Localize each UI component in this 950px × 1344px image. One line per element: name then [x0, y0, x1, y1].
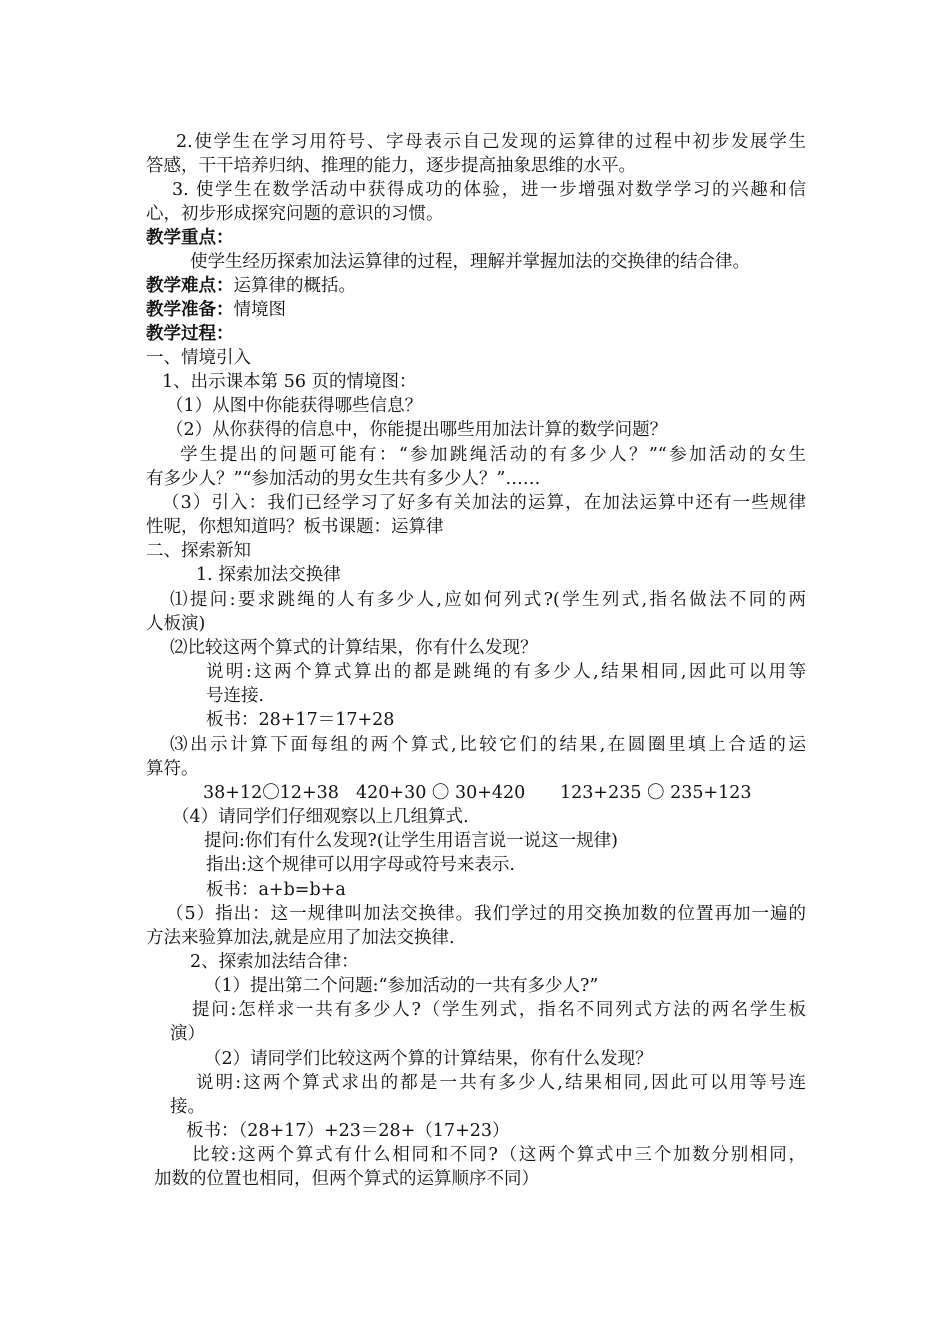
- association-question-line-1: 提问:怎样求一共有多少人?（学生列式，指名不同列式方法的两名学生板: [192, 1000, 806, 1020]
- exchange-step-1-line-2: 人板演): [146, 614, 206, 634]
- difficulty-heading: 教学难点：: [146, 276, 234, 296]
- goal-2-line-2: 答感，干干培养归纳、推理的能力，逐步提高抽象思维的水平。: [146, 156, 636, 176]
- key-points-text: 使学生经历探索加法运算律的过程，理解并掌握加法的交换律的结合律。: [190, 252, 750, 272]
- exchange-step-5-line-1: （5）指出：这一规律叫加法交换律。我们学过的用交换加数的位置再加一遍的: [166, 904, 806, 924]
- question-2: （2）从你获得的信息中，你能提出哪些用加法计算的数学问题？: [166, 420, 668, 440]
- association-law-heading: 2、探索加法结合律：: [190, 952, 359, 972]
- exchange-step-1-line-1: ⑴提问:要求跳绳的人有多少人,应如何列式?(学生列式,指名做法不同的两: [170, 590, 806, 610]
- preparation-row: [146, 298, 286, 322]
- key-points-heading: 教学重点：: [146, 228, 234, 248]
- association-explanation-line-1: 说明:这两个算式求出的都是一共有多少人,结果相同,因此可以用等号连: [196, 1073, 806, 1093]
- section-2-heading: 二、探索新知: [146, 541, 251, 561]
- process-heading: 教学过程：: [146, 324, 234, 344]
- question-1: （1）从图中你能获得哪些信息？: [166, 396, 423, 416]
- goal-3-line-1: 3. 使学生在数学活动中获得成功的体验，进一步增强对数学学习的兴趣和信: [172, 180, 806, 200]
- student-questions-line-1: 学生提出的问题可能有：“参加跳绳活动的有多少人？”“参加活动的女生: [180, 445, 806, 465]
- exchange-formula: 板书：a+b=b+a: [206, 880, 346, 900]
- exchange-explanation-line-2: 号连接.: [206, 686, 265, 706]
- section-1-heading: 一、情境引入: [146, 348, 251, 368]
- exchange-board-writing: 板书：28+17＝17+28: [206, 710, 395, 730]
- step-1-text: 1、出示课本第 56 页的情境图：: [162, 372, 417, 392]
- association-explanation-line-2: 接。: [170, 1097, 205, 1117]
- comparison-line-2: 加数的位置也相同，但两个算式的运算顺序不同）: [154, 1169, 539, 1189]
- exchange-question: 提问:你们有什么发现?(让学生用语言说一说这一规律): [204, 831, 618, 851]
- equation-pair-2: 420+30 〇 30+420: [356, 783, 526, 803]
- introduction-line-2: 性呢，你想知道吗？板书课题：运算律: [146, 517, 444, 537]
- exchange-step-3-line-2: 算符。: [146, 759, 199, 779]
- goal-2-line-1: 2.使学生在学习用符号、字母表示自己发现的运算律的过程中初步发展学生: [176, 132, 806, 152]
- equation-pair-1: 38+12〇12+38: [203, 783, 339, 803]
- comparison-line-1: 比较:这两个算式有什么相同和不同?（这两个算式中三个加数分别相同，: [192, 1145, 806, 1165]
- association-step-1: （1）提出第二个问题:“参加活动的一共有多少人?”: [204, 976, 599, 996]
- association-question-line-2: 演）: [170, 1024, 205, 1044]
- introduction-line-1: （3）引入：我们已经学习了好多有关加法的运算，在加法运算中还有一些规律: [162, 493, 806, 513]
- student-questions-line-2: 有多少人？”“参加活动的男女生共有多少人？”……: [146, 469, 541, 489]
- association-board-writing: 板书：（28+17）+23＝28+（17+23）: [186, 1121, 510, 1141]
- exchange-step-4: （4）请同学们仔细观察以上几组算式.: [172, 807, 469, 827]
- equation-pair-3: 123+235 〇 235+123: [560, 783, 752, 803]
- preparation-text: 情境图: [233, 300, 286, 320]
- difficulty-text: 运算律的概括。: [233, 276, 356, 296]
- exchange-step-2: ⑵比较这两个算式的计算结果，你有什么发现？: [170, 638, 538, 658]
- exchange-explanation-line-1: 说明:这两个算式算出的都是跳绳的有多少人,结果相同,因此可以用等: [206, 662, 806, 682]
- preparation-heading: 教学准备：: [146, 300, 234, 320]
- exchange-step-5-line-2: 方法来验算加法,就是应用了加法交换律.: [146, 928, 455, 948]
- goal-3-line-2: 心，初步形成探究问题的意识的习惯。: [146, 204, 444, 224]
- exchange-pointing-out: 指出:这个规律可以用字母或符号来表示.: [206, 855, 515, 875]
- exchange-step-3-line-1: ⑶出示计算下面每组的两个算式,比较它们的结果,在圆圈里填上合适的运: [170, 735, 806, 755]
- difficulty-row: [146, 274, 356, 298]
- exchange-law-heading: 1. 探索加法交换律: [196, 565, 341, 585]
- association-step-2: （2）请同学们比较这两个算的计算结果，你有什么发现？: [204, 1049, 653, 1069]
